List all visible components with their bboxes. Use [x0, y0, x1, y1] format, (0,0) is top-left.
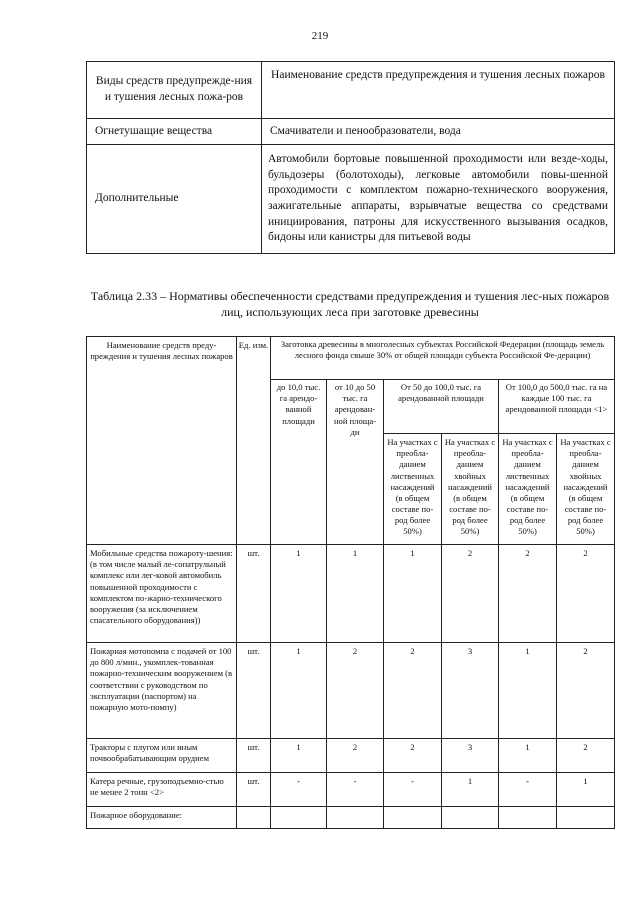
row-value: 2: [557, 643, 615, 739]
row-value: 2: [442, 545, 499, 643]
row-value: 3: [442, 643, 499, 739]
subheader-coniferous: На участках с преобла-данием хвойных насаждений (в общем составе по-род более 50%): [557, 434, 615, 545]
row-value: 2: [327, 643, 384, 739]
row-value: 1: [499, 643, 557, 739]
row-value: 1: [557, 773, 615, 807]
subheader-coniferous: На участках с преобла-данием хвойных насаждений (в общем составе по-род более 50%): [442, 434, 499, 545]
row-name: Пожарное оборудование:: [87, 807, 237, 829]
row-unit: шт.: [237, 643, 271, 739]
table-row: [87, 643, 615, 739]
row-name: Мобильные средства пожароту-шения: (в том числе малый ле-сопатрульный комплекс или лег-ковой автомобиль повышенной проходимости с комплектом по-жарно-технического вооружения (за исключением спасательного оборудования)): [87, 545, 237, 643]
row-value: [327, 807, 384, 829]
row-value: 1: [499, 739, 557, 773]
row-value: [384, 807, 442, 829]
subheader-deciduous: На участках с преобла-данием лиственных насаждений (в общем составе по-род более 50%): [384, 434, 442, 545]
header-group: Заготовка древесины в многолесных субъектах Российской Федерации (площадь земель лесного фонда свыше 30% от общей площади субъекта Российской Фе-дерации): [271, 337, 615, 380]
row-value: 3: [442, 739, 499, 773]
row-kind: Огнетушащие вещества: [87, 119, 262, 145]
table-caption: Таблица 2.33 – Нормативы обеспеченности средствами предупреждения и тушения лес-ных пожаров лиц, использующих леса при заготовке древесины: [90, 289, 610, 319]
header-unit: Ед. изм.: [237, 337, 271, 545]
row-value: 1: [327, 545, 384, 643]
table-row: [87, 545, 615, 643]
row-value: [557, 807, 615, 829]
row-name: Пожарная мотопомпа с подачей от 100 до 800 л/мин., укомплек-тованная пожарно-техническим вооружением (в соответствии с руководством по эксплуатации (паспортом) на пожарную мото-помпу): [87, 643, 237, 739]
row-name: Катера речные, грузоподъемно-стью не менее 2 тонн <2>: [87, 773, 237, 807]
row-items: Автомобили бортовые повышенной проходимости или везде-ходы, бульдозеры (болотоходы), легковые автомобили повы-шенной проходимости с комплектом пожарно-технического вооружения, зажигательные аппараты, взрывчатые вещества со средствами инициирования, патроны для искусственного вызывания осадков, бидоны или канистры для питьевой воды: [262, 145, 615, 254]
header-name: Наименование средств преду-преждения и тушения лесных пожаров: [87, 337, 237, 545]
row-value: [499, 807, 557, 829]
table-row: [87, 119, 615, 145]
row-value: -: [384, 773, 442, 807]
row-value: 1: [271, 739, 327, 773]
row-value: 1: [442, 773, 499, 807]
table-row: [87, 773, 615, 807]
row-items: Смачиватели и пенообразователи, вода: [262, 119, 615, 145]
row-value: 1: [271, 643, 327, 739]
row-value: 1: [271, 545, 327, 643]
row-value: 2: [327, 739, 384, 773]
header-col-area-10-50: от 10 до 50 тыс. га арендован-ной площа-ди: [327, 380, 384, 545]
row-value: 2: [499, 545, 557, 643]
row-unit: [237, 807, 271, 829]
header-means-name: Наименование средств предупреждения и тушения лесных пожаров: [262, 62, 615, 119]
row-name: Тракторы с плугом или иным почвообрабатывающим орудием: [87, 739, 237, 773]
row-value: 1: [384, 545, 442, 643]
row-unit: шт.: [237, 739, 271, 773]
header-col-area-50-100: От 50 до 100,0 тыс. га арендованной площади: [384, 380, 499, 434]
row-value: 2: [557, 545, 615, 643]
table-header-row: [87, 62, 615, 119]
row-value: 2: [384, 643, 442, 739]
row-value: -: [271, 773, 327, 807]
page-number: 219: [311, 30, 329, 42]
forest-fire-means-table: [86, 61, 615, 254]
row-unit: шт.: [237, 773, 271, 807]
row-unit: шт.: [237, 545, 271, 643]
row-kind: Дополнительные: [87, 145, 262, 254]
row-value: [442, 807, 499, 829]
table-row: [87, 739, 615, 773]
table-row: [87, 145, 615, 254]
header-col-area-100-500: От 100,0 до 500,0 тыс. га на каждые 100 тыс. га арендованной площади <1>: [499, 380, 615, 434]
row-value: 2: [384, 739, 442, 773]
table-row: [87, 807, 615, 829]
row-value: -: [499, 773, 557, 807]
row-value: [271, 807, 327, 829]
row-value: -: [327, 773, 384, 807]
header-col-area-10: до 10,0 тыс. га арендо-ванной площади: [271, 380, 327, 545]
header-means-type: Виды средств предупрежде-ния и тушения лесных пожа-ров: [87, 62, 262, 119]
row-value: 2: [557, 739, 615, 773]
subheader-deciduous: На участках с преобла-данием лиственных насаждений (в общем составе по-род более 50%): [499, 434, 557, 545]
provision-norms-table: [86, 336, 615, 829]
